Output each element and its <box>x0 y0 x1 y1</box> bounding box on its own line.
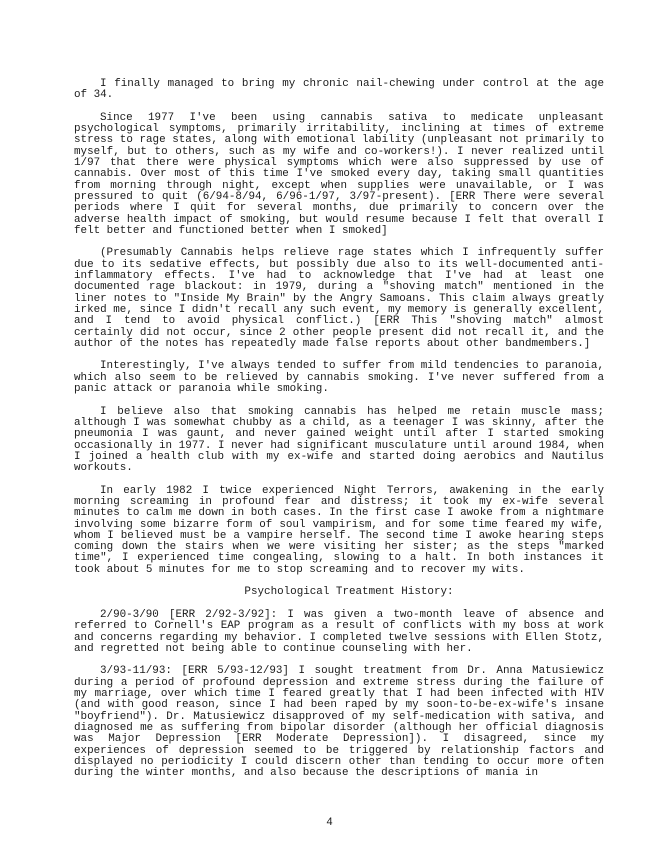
page-number: 4 <box>326 817 333 829</box>
paragraph-text: (Presumably Cannabis helps relieve rage states which I infrequently suffer due to its sedative effects, but possibly due also to its well-documented anti-inflammatory effects. I've had to acknowledge that I've had at least one documented rage blackout: in 1979, during a "shoving match" mentioned in the liner notes to "Inside My Brain" by the Angry Samoans. This claim always greatly irked me, since I didn't recall any such event, my memory is generally excellent, and I tend to avoid physical conflict.) [ERR This "shoving match" almost certainly did not occur, since 2 other people present did not recall it, and the author of the notes has repeatedly made false reports about other bandmembers.] <box>74 247 604 350</box>
paragraph <box>74 113 604 237</box>
treatment-paragraph <box>74 666 604 779</box>
paragraph-text: Since 1977 I've been using cannabis sativa to medicate unpleasant psychological symptoms, primarily irritability, inclining at times of extreme stress to rage states, along with emotional lability (unpleasant not primarily to myself, but to others, such as my wife and co-workers!). I never realized until 1/97 that there were physical symptoms which were also suppressed by use of cannabis. Over most of this time I've smoked every day, taking small quantities from morning through night, except when supplies were unavailable, or I was pressured to quit (6/94-8/94, 6/96-1/97, 3/97-present). [ERR There were several periods where I quit for several months, due primarily to concern over the adverse health impact of smoking, but would resume because I felt that overall I felt better and functioned better when I smoked] <box>74 111 604 237</box>
paragraph-text: 2/90-3/90 [ERR 2/92-3/92]: I was given a two-month leave of absence and referred to Cornell's EAP program as a result of conflicts with my boss at work and concerns regarding my behavior. I completed twelve sessions with Ellen Stotz, and regretted not being able to continue counseling with her. <box>74 608 604 655</box>
paragraph-text: 3/93-11/93: [ERR 5/93-12/93] I sought treatment from Dr. Anna Matusiewicz during a period of profound depression and extreme stress during the failure of my marriage, over which time I feared greatly that I had been infected with HIV (and with good reason, since I had been raped by my soon-to-be-ex-wife's insane "boyfriend"). Dr. Matusiewicz disapproved of my self-medication with sativa, and diagnosed me as suffering from bipolar disorder (although her official diagnosis was Major Depression [ERR Moderate Depression]). I disagreed, since my experiences of depression seemed to be triggered by relationship factors and displayed no periodicity I could discern other than tending to occur more often during the winter months, and also because the descriptions of mania in <box>74 665 604 780</box>
paragraph-text: I believe also that smoking cannabis has helped me retain muscle mass; although I was somewhat chubby as a child, as a teenager I was skinny, after the pneumonia I was gaunt, and never gained weight until after I started smoking occasionally in 1977. I never had significant musculature until around 1984, when I joined a health club with my ex-wife and started doing aerobics and Nautilus workouts. <box>74 405 604 475</box>
paragraph <box>74 486 604 576</box>
paragraph <box>74 248 604 350</box>
paragraph <box>74 361 604 395</box>
paragraph <box>74 79 604 102</box>
paragraph <box>74 407 604 475</box>
page-body <box>74 79 604 791</box>
section-heading: Psychological Treatment History: <box>244 586 454 599</box>
treatment-paragraph <box>74 610 604 655</box>
paragraph-text: In early 1982 I twice experienced Night Terrors, awakening in the early morning screaming in profound fear and distress; it took my ex-wife several minutes to calm me down in both cases. In the first case I awoke from a nightmare involving some bizarre form of soul vampirism, and for some time feared my wife, whom I believed must be a vampire herself. The second time I awoke hearing steps coming down the stairs when we were visiting her sister; as the steps "marked time", I experienced time congealing, slowing to a halt. In both instances it took about 5 minutes for me to stop screaming and to recover my wits. <box>74 484 604 576</box>
paragraph-text: Interestingly, I've always tended to suffer from mild tendencies to paranoia, which also seem to be relieved by cannabis smoking. I've never suffered from a panic attack or paranoia while smoking. <box>74 360 604 396</box>
paragraph-text: I finally managed to bring my chronic nail-chewing under control at the age of 34. <box>74 78 604 102</box>
